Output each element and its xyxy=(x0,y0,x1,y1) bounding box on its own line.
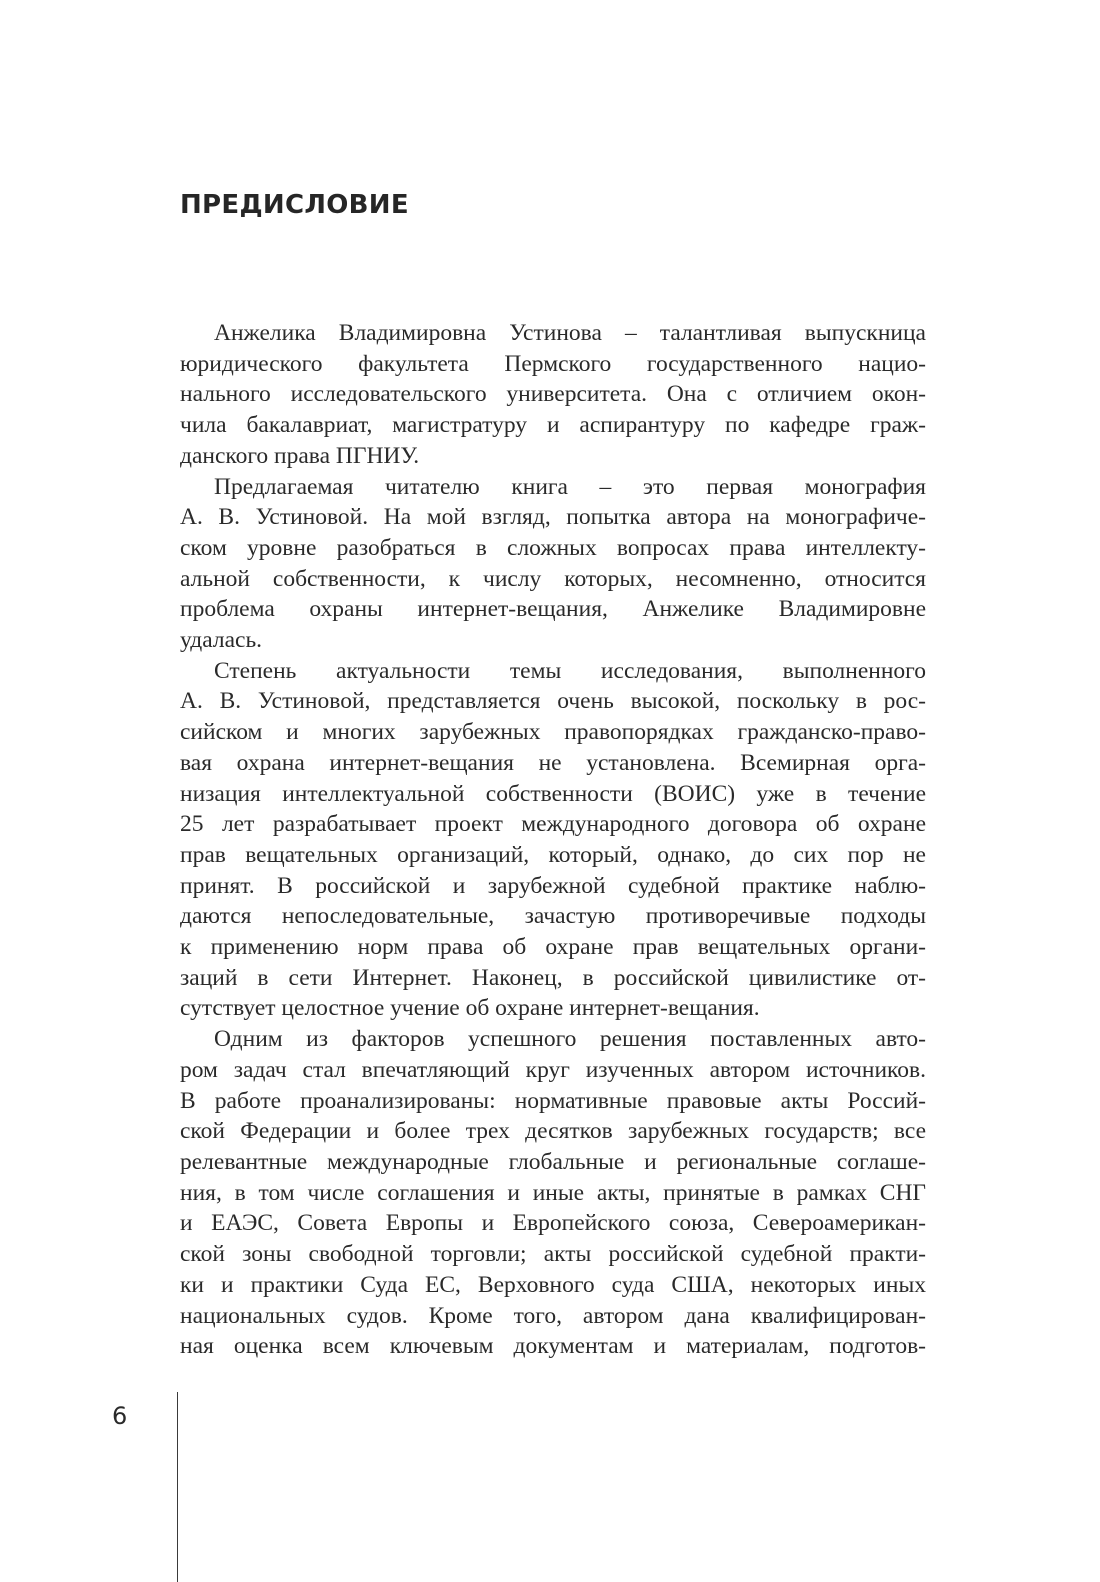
text-line: В работе проанализированы: нормативные правовые акты Россий- xyxy=(180,1087,926,1114)
text-line: юридического факультета Пермского государственного нацио- xyxy=(180,350,926,377)
text-line: низация интеллектуальной собственности (ВОИС) уже в течение xyxy=(180,780,926,807)
text-line: ром задач стал впечатляющий круг изученных автором источников. xyxy=(180,1056,926,1083)
paragraph xyxy=(180,1024,926,1362)
text-line: релевантные международные глобальные и региональные соглаше- xyxy=(180,1148,926,1175)
text-line: чила бакалавриат, магистратуру и аспирантуру по кафедре граж- xyxy=(180,412,926,439)
text-line: сийском и многих зарубежных правопорядках гражданско-право- xyxy=(180,719,926,746)
text-line: вая охрана интернет-вещания не установлена. Всемирная орга- xyxy=(180,749,926,776)
body-text xyxy=(180,318,926,1362)
footer-rule xyxy=(177,1392,178,1582)
text-line: Одним из факторов успешного решения поставленных авто- xyxy=(214,1026,926,1053)
text-line: Анжелика Владимировна Устинова – талантливая выпускница xyxy=(214,320,926,346)
text-line: А. В. Устиновой. На мой взгляд, попытка автора на монографиче- xyxy=(180,504,926,531)
text-line: Предлагаемая читателю книга – это первая монография xyxy=(214,473,926,500)
text-line: 25 лет разрабатывает проект международного договора об охране xyxy=(180,811,926,838)
text-line: ском уровне разобраться в сложных вопросах права интеллекту- xyxy=(180,534,926,561)
paragraph xyxy=(180,656,926,1024)
text-line: удалась. xyxy=(180,627,263,654)
text-line: даются непоследовательные, зачастую противоречивые подходы xyxy=(180,903,926,930)
chapter-heading: ПРЕДИСЛОВИЕ xyxy=(180,190,409,220)
text-line: А. В. Устиновой, представляется очень высокой, поскольку в рос- xyxy=(180,688,926,715)
text-line: ки и практики Суда ЕС, Верховного суда США, некоторых иных xyxy=(180,1271,926,1298)
text-line: ской Федерации и более трех десятков зарубежных государств; все xyxy=(180,1118,926,1145)
text-line: ная оценка всем ключевым документам и материалам, подготов- xyxy=(180,1333,926,1360)
text-line: прав вещательных организаций, который, однако, до сих пор не xyxy=(180,841,926,868)
paragraph xyxy=(180,318,926,472)
text-line: Степень актуальности темы исследования, выполненного xyxy=(214,657,926,684)
text-line: принят. В российской и зарубежной судебной практике наблю- xyxy=(180,872,926,899)
text-line: ния, в том числе соглашения и иные акты, принятые в рамках СНГ xyxy=(180,1179,926,1206)
text-line: данского права ПГНИУ. xyxy=(180,442,420,469)
text-line: альной собственности, к числу которых, несомненно, относится xyxy=(180,565,926,592)
text-line: проблема охраны интернет-вещания, Анжелике Владимировне xyxy=(180,596,926,623)
paragraph xyxy=(180,472,926,656)
page-number: 6 xyxy=(112,1402,128,1430)
text-line: нального исследовательского университета. Она с отличием окон- xyxy=(180,381,926,408)
text-line: к применению норм права об охране прав вещательных органи- xyxy=(180,934,926,961)
text-line: национальных судов. Кроме того, автором дана квалифицирован- xyxy=(180,1302,926,1329)
text-line: ской зоны свободной торговли; акты российской судебной практи- xyxy=(180,1241,926,1268)
text-line: заций в сети Интернет. Наконец, в российской цивилистике от- xyxy=(180,964,926,991)
text-line: и ЕАЭС, Совета Европы и Европейского союза, Североамерикан- xyxy=(180,1210,926,1237)
text-line: сутствует целостное учение об охране интернет-вещания. xyxy=(180,995,760,1022)
